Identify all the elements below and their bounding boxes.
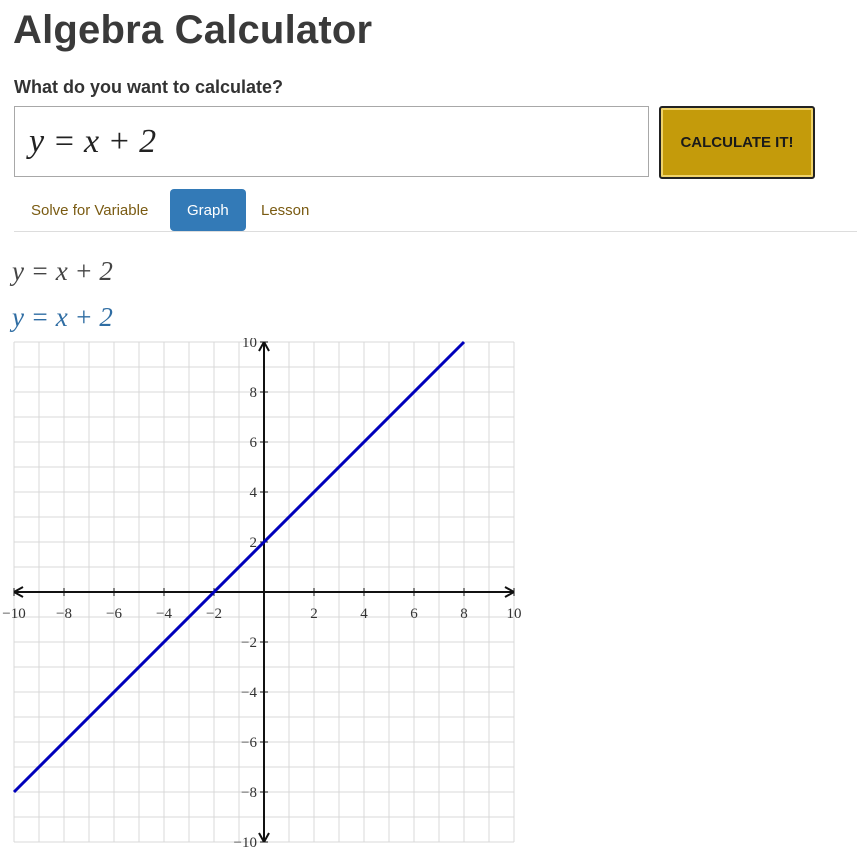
y-tick-label: 6 [249,435,257,451]
x-tick-label: −2 [206,606,222,622]
result-equation: y = x + 2 [12,256,113,286]
x-tick-label: 4 [360,606,368,622]
y-tick-label: −6 [241,735,257,751]
function-graph [0,338,540,856]
y-tick-label: 2 [249,535,257,551]
y-tick-label: −10 [233,835,257,851]
x-tick-label: 8 [460,606,468,622]
y-tick-label: 4 [249,485,257,501]
x-tick-label: 2 [310,606,318,622]
x-tick-label: −10 [2,606,26,622]
tab-lesson[interactable]: Lesson [261,201,310,219]
graph-equation: y = x + 2 [12,302,113,332]
y-tick-label: 8 [249,385,257,401]
calculate-button[interactable]: CALCULATE IT! [659,106,815,179]
y-tick-label: −2 [241,635,257,651]
result-tabs [14,189,857,232]
x-tick-label: −6 [106,606,122,622]
x-tick-label: 10 [506,606,522,622]
y-tick-label: −8 [241,785,257,801]
calculation-prompt: What do you want to calculate? [14,77,284,97]
x-tick-label: −8 [56,606,72,622]
y-tick-label: −4 [241,685,257,701]
x-tick-label: 6 [410,606,418,622]
tab-graph[interactable]: Graph [170,189,246,231]
expression-input[interactable] [14,106,649,177]
expression-value: y = x + 2 [29,122,157,160]
tab-solve-for-variable[interactable]: Solve for Variable [31,201,149,219]
x-tick-label: −4 [156,606,172,622]
y-tick-label: 10 [242,338,257,351]
page-title: Algebra Calculator [13,8,373,52]
